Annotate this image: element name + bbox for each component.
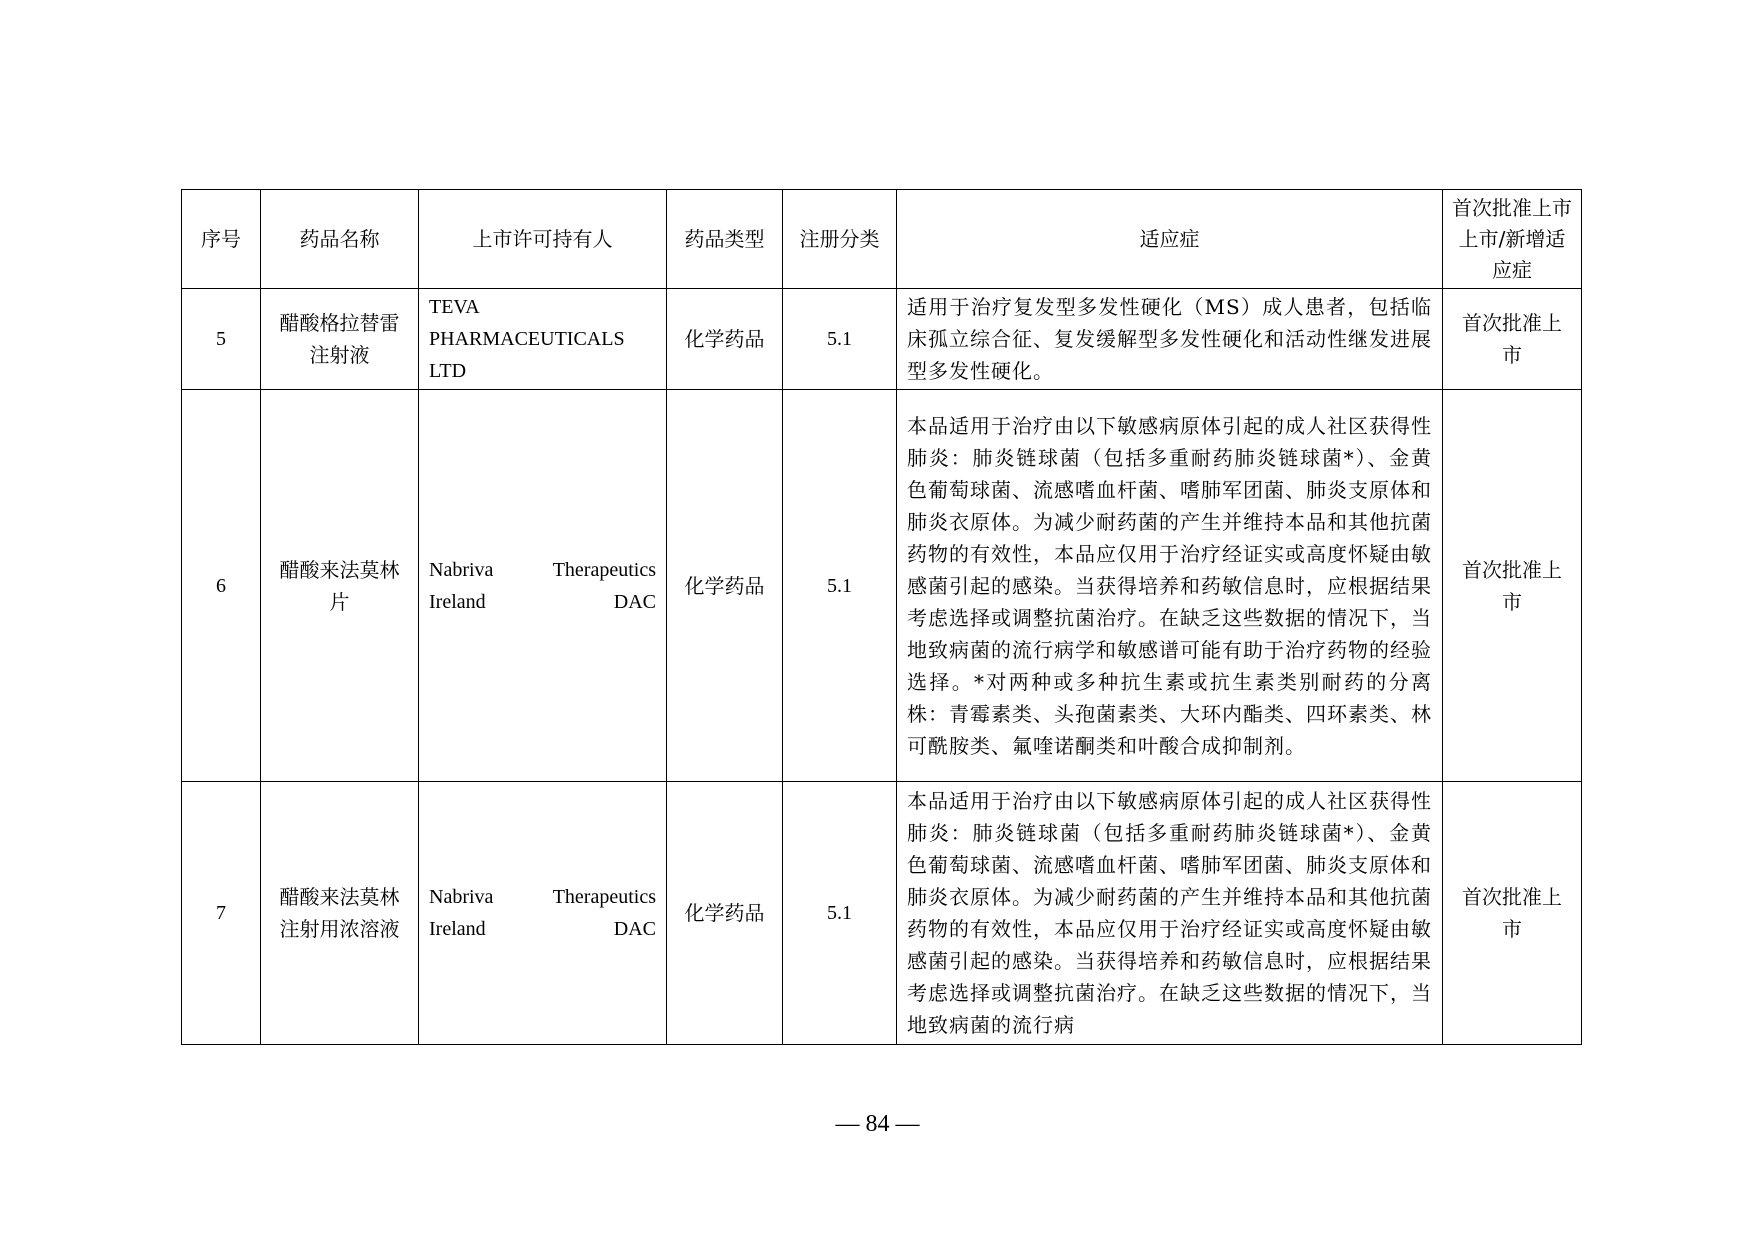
table-header-row [182,190,1582,289]
cell-seq: 5 [182,289,261,390]
header-seq: 序号 [182,190,261,289]
header-reg-class: 注册分类 [783,190,897,289]
cell-indication: 适用于治疗复发型多发性硬化（MS）成人患者，包括临床孤立综合征、复发缓解型多发性硬化和活动性继发进展型多发性硬化。 [897,289,1443,390]
cell-approval: 首次批准上市 [1443,289,1582,390]
header-approval: 首次批准上市上市/新增适应症 [1443,190,1582,289]
cell-drug-name: 醋酸来法莫林注射用浓溶液 [261,782,419,1045]
cell-drug-type: 化学药品 [667,782,783,1045]
drug-approval-table [181,189,1582,1045]
cell-holder: TEVA PHARMACEUTICALS LTD [419,289,667,390]
cell-holder: Nabriva Therapeutics Ireland DAC [419,390,667,782]
cell-reg-class: 5.1 [783,390,897,782]
cell-seq: 7 [182,782,261,1045]
page-number: — 84 — [835,1111,920,1137]
cell-drug-type: 化学药品 [667,390,783,782]
cell-reg-class: 5.1 [783,289,897,390]
cell-approval: 首次批准上市 [1443,782,1582,1045]
cell-approval: 首次批准上市 [1443,390,1582,782]
cell-drug-name: 醋酸来法莫林片 [261,390,419,782]
cell-drug-type: 化学药品 [667,289,783,390]
header-indication: 适应症 [897,190,1443,289]
table-row [182,782,1582,1045]
table-row [182,390,1582,782]
header-holder: 上市许可持有人 [419,190,667,289]
cell-indication: 本品适用于治疗由以下敏感病原体引起的成人社区获得性肺炎：肺炎链球菌（包括多重耐药肺炎链球菌*）、金黄色葡萄球菌、流感嗜血杆菌、嗜肺军团菌、肺炎支原体和肺炎衣原体。为减少耐药菌的产生并维持本品和其他抗菌药物的有效性，本品应仅用于治疗经证实或高度怀疑由敏感菌引起的感染。当获得培养和药敏信息时，应根据结果考虑选择或调整抗菌治疗。在缺乏这些数据的情况下，当地致病菌的流行病 [897,782,1443,1045]
cell-indication: 本品适用于治疗由以下敏感病原体引起的成人社区获得性肺炎：肺炎链球菌（包括多重耐药肺炎链球菌*）、金黄色葡萄球菌、流感嗜血杆菌、嗜肺军团菌、肺炎支原体和肺炎衣原体。为减少耐药菌的产生并维持本品和其他抗菌药物的有效性，本品应仅用于治疗经证实或高度怀疑由敏感菌引起的感染。当获得培养和药敏信息时，应根据结果考虑选择或调整抗菌治疗。在缺乏这些数据的情况下，当地致病菌的流行病学和敏感谱可能有助于治疗药物的经验选择。*对两种或多种抗生素或抗生素类别耐药的分离株：青霉素类、头孢菌素类、大环内酯类、四环素类、林可酰胺类、氟喹诺酮类和叶酸合成抑制剂。 [897,390,1443,782]
cell-drug-name: 醋酸格拉替雷注射液 [261,289,419,390]
cell-holder: Nabriva Therapeutics Ireland DAC [419,782,667,1045]
cell-seq: 6 [182,390,261,782]
header-drug-name: 药品名称 [261,190,419,289]
table-row [182,289,1582,390]
header-drug-type: 药品类型 [667,190,783,289]
cell-reg-class: 5.1 [783,782,897,1045]
